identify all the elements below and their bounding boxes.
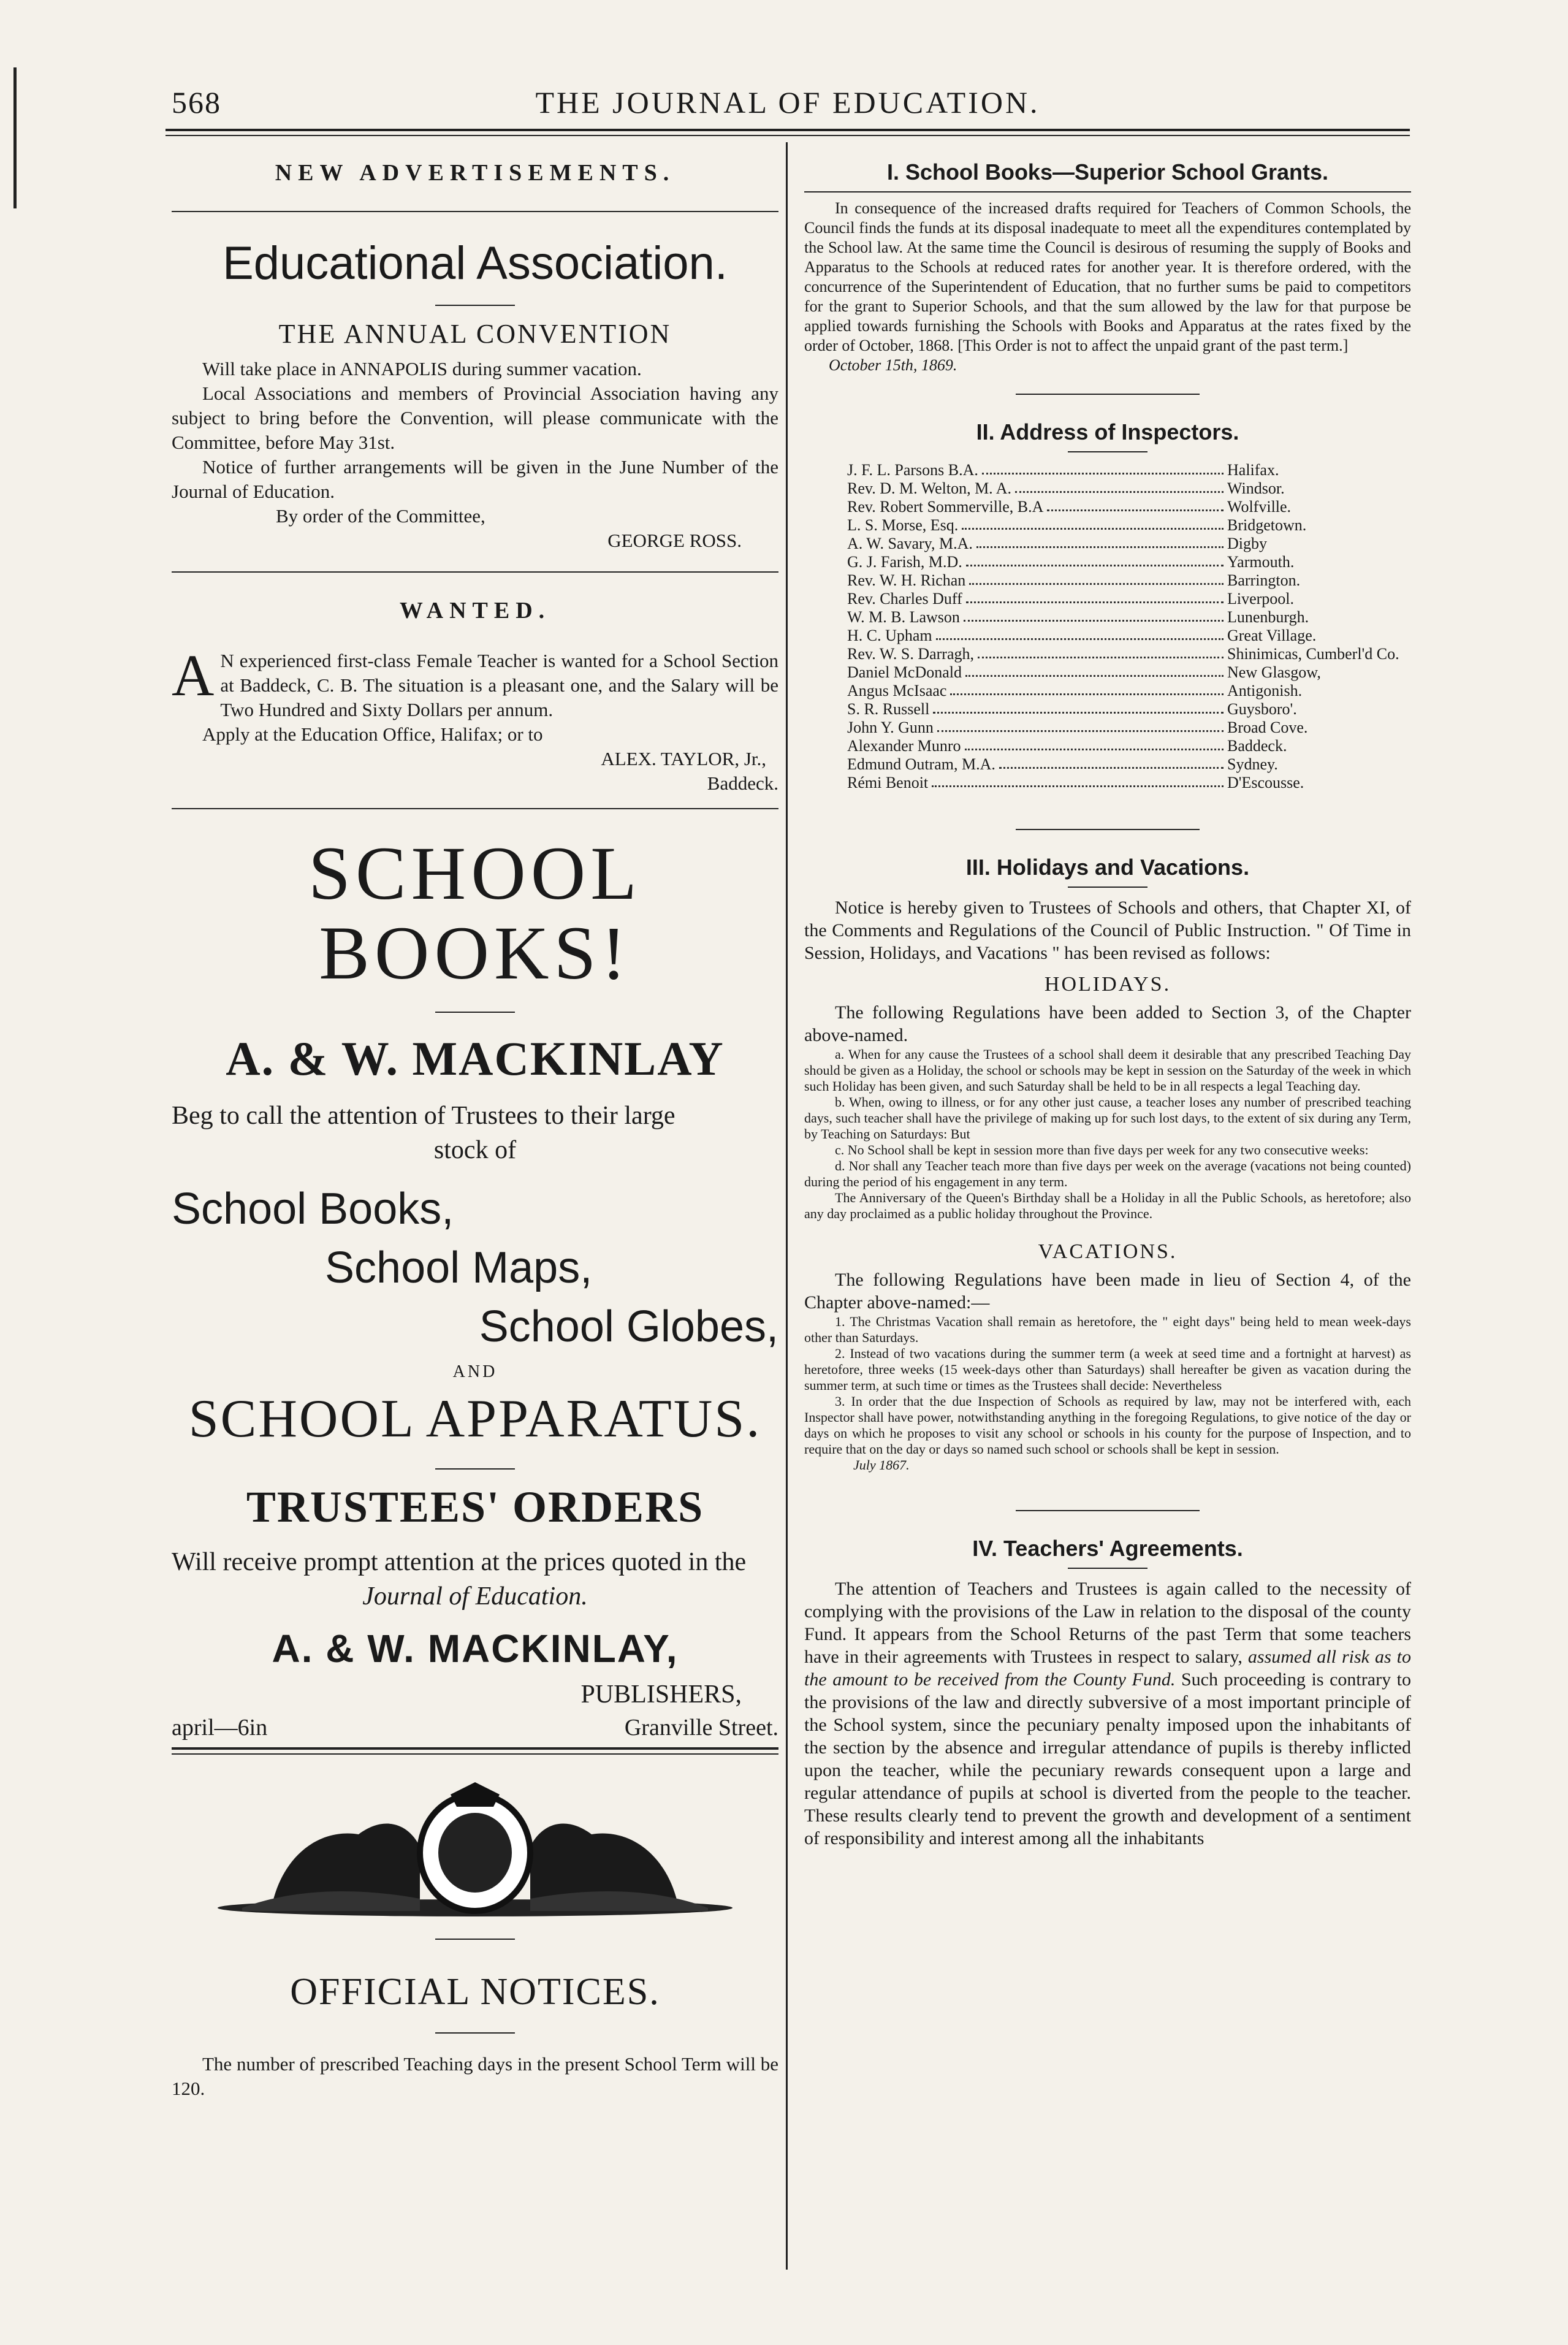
leader-dots bbox=[964, 608, 1224, 622]
inspector-name: Rev. D. M. Welton, M. A. bbox=[847, 479, 1012, 497]
journal-title: THE JOURNAL OF EDUCATION. bbox=[535, 85, 1040, 120]
inspector-place: Halifax. bbox=[1227, 461, 1279, 479]
inspector-place: Barrington. bbox=[1227, 571, 1301, 589]
inspector-place: Lunenburgh. bbox=[1227, 608, 1309, 626]
vacations-1: 1. The Christmas Vacation shall remain as heretofore, the " eight days" being held to mean week-days other than Saturdays. bbox=[804, 1314, 1411, 1345]
vacations-intro: The following Regulations have been made in lieu of Section 4, of the Chapter above-named:— bbox=[804, 1270, 1411, 1313]
holidays-b: b. When, owing to illness, or for any other just cause, a teacher loses any number of prescribed teaching days, such teacher shall have the privilege of making up for such lost days, to the extent of six during any Term, by Teaching on Saturdays: But bbox=[804, 1094, 1411, 1142]
vacations-3: 3. In order that the due Inspection of Schools as required by law, may not be interfered with, each Inspector shall have power, notwithstanding anything in the foregoing Regulations, to give notice of the day or days on which he proposes to visit any school or schools in his county for the purpose of Inspection, and to require that on the day or days so named such school or schools shall be kept in session. bbox=[804, 1394, 1411, 1457]
firm-name-bold: A. & W. MACKINLAY, bbox=[272, 1626, 679, 1671]
inspector-place: Antigonish. bbox=[1227, 682, 1303, 700]
inspector-row bbox=[804, 571, 1411, 590]
leader-dots bbox=[965, 737, 1224, 750]
s1-text: In consequence of the increased drafts required for Teachers of Common Schools, the Council finds the funds at its disposal inadequate to meet all the expenditures contemplated by the School law. At the same time the Council is desirous of resuming the supply of Books and Apparatus to the Schools at reduced rates for another year. It is therefore ordered, with the concurrence of the Superintendent of Education, that no further sums be paid to competitors for the grant to Superior Schools, and that the sum allowed by the law for that purpose be applied towards furnishing the Schools with Books and Apparatus at the rates fixed by the order of October, 1868. [This Order is not to affect the unpaid grant of the past term.] bbox=[804, 199, 1411, 354]
holidays-a: a. When for any cause the Trustees of a school shall deem it desirable that any prescribed Teaching Day should be given as a Holiday, the school or schools may be kept in session on the Saturday of the week in which such Holiday has been given, and such Saturday shall be held to be in all respects a legal Teaching day. bbox=[804, 1047, 1411, 1094]
divider bbox=[435, 2032, 515, 2034]
divider bbox=[1016, 1510, 1200, 1511]
divider bbox=[172, 1747, 778, 1755]
inspector-place: Yarmouth. bbox=[1227, 553, 1295, 571]
inspector-place: Bridgetown. bbox=[1227, 516, 1307, 534]
right-column bbox=[804, 147, 1411, 1850]
leader-dots bbox=[1047, 498, 1224, 511]
inspector-row bbox=[804, 553, 1411, 571]
inspector-place: New Glasgow, bbox=[1227, 663, 1321, 681]
holidays-e: The Anniversary of the Queen's Birthday shall be a Holiday in all the Public Schools, as heretofore; also any day proclaimed as a public holiday throughout the Province. bbox=[804, 1190, 1411, 1221]
inspector-name: John Y. Gunn bbox=[847, 719, 934, 736]
leader-dots bbox=[976, 535, 1224, 548]
inspector-row bbox=[804, 700, 1411, 719]
leader-dots bbox=[962, 516, 1224, 530]
vacations-heading: VACATIONS. bbox=[1038, 1240, 1178, 1263]
inspector-row bbox=[804, 645, 1411, 663]
divider bbox=[172, 808, 778, 809]
divider bbox=[435, 305, 515, 306]
date-note: april—6in bbox=[172, 1715, 268, 1741]
s4-title: IV. Teachers' Agreements. bbox=[972, 1536, 1243, 1561]
prompt-text: Will receive prompt attention at the prices quoted in the bbox=[172, 1548, 747, 1576]
inspector-name: Rémi Benoit bbox=[847, 774, 929, 791]
inspector-place: Broad Cove. bbox=[1227, 719, 1308, 736]
inspector-name: Alexander Munro bbox=[847, 737, 961, 755]
publishers: PUBLISHERS, bbox=[580, 1680, 742, 1709]
inspector-name: W. M. B. Lawson bbox=[847, 608, 960, 626]
page-header bbox=[166, 74, 1410, 129]
s1-date: October 15th, 1869. bbox=[829, 356, 957, 374]
divider bbox=[435, 1012, 515, 1013]
inspector-place: Wolfville. bbox=[1227, 498, 1292, 516]
inspector-row bbox=[804, 663, 1411, 682]
firm-name: A. & W. MACKINLAY bbox=[226, 1032, 725, 1085]
convention-subtitle: THE ANNUAL CONVENTION bbox=[278, 319, 672, 349]
header-rule bbox=[166, 129, 1410, 136]
inspector-row bbox=[804, 516, 1411, 535]
convention-p2: Local Associations and members of Provincial Association having any subject to bring before the Convention, will please communicate with the Committee, before May 31st. bbox=[172, 383, 778, 453]
school-books-headline: SCHOOL BOOKS! bbox=[308, 831, 642, 995]
divider bbox=[172, 571, 778, 573]
inspector-name: H. C. Upham bbox=[847, 627, 932, 644]
holidays-d: d. Nor shall any Teacher teach more than five days per week on the average (vacations not being counted) during the period of his engagement in any term. bbox=[804, 1158, 1411, 1189]
by-order: By order of the Committee, bbox=[276, 505, 485, 527]
official-text: The number of prescribed Teaching days in the present School Term will be 120. bbox=[172, 2053, 778, 2099]
divider bbox=[1068, 1568, 1147, 1569]
inspector-row bbox=[804, 627, 1411, 645]
divider bbox=[804, 191, 1411, 193]
convention-p3: Notice of further arrangements will be given in the June Number of the Journal of Education. bbox=[172, 456, 778, 502]
inspector-place: Shinimicas, Cumberl'd Co. bbox=[1227, 645, 1399, 663]
association-title: Educational Association. bbox=[223, 237, 728, 289]
inspector-name: Daniel McDonald bbox=[847, 663, 962, 681]
signer-place: Baddeck. bbox=[707, 772, 778, 794]
inspector-row bbox=[804, 737, 1411, 755]
convention-p1: Will take place in ANNAPOLIS during summer vacation. bbox=[202, 358, 642, 379]
leader-dots bbox=[936, 627, 1224, 640]
inspector-place: D'Escousse. bbox=[1227, 774, 1304, 791]
divider bbox=[1016, 829, 1200, 830]
divider bbox=[1016, 394, 1200, 395]
royal-arms-emblem bbox=[199, 1779, 751, 1920]
inspector-row bbox=[804, 755, 1411, 774]
divider bbox=[435, 1939, 515, 1940]
beg-line1: Beg to call the attention of Trustees to their large bbox=[172, 1102, 676, 1130]
leader-dots bbox=[965, 663, 1224, 677]
inspector-row bbox=[804, 461, 1411, 479]
inspector-place: Windsor. bbox=[1227, 479, 1285, 497]
wanted-p1: N experienced first-class Female Teacher is wanted for a School Section at Baddeck, C. B. The situation is a pleasant one, and the Salary will be Two Hundred and Sixty Dollars per annum. bbox=[220, 650, 778, 720]
leader-dots bbox=[1015, 479, 1224, 493]
inspector-place: Baddeck. bbox=[1227, 737, 1287, 755]
divider bbox=[1068, 887, 1147, 888]
dropcap: A bbox=[172, 642, 215, 708]
vacations-date: July 1867. bbox=[853, 1457, 910, 1473]
inspector-row bbox=[804, 682, 1411, 700]
inspector-place: Sydney. bbox=[1227, 755, 1278, 773]
inspector-place: Great Village. bbox=[1227, 627, 1317, 644]
inspector-place: Digby bbox=[1227, 535, 1267, 552]
inspector-place: Liverpool. bbox=[1227, 590, 1295, 608]
column-divider bbox=[786, 142, 788, 2270]
trustees-orders: TRUSTEES' ORDERS bbox=[246, 1482, 704, 1531]
holidays-c: c. No School shall be kept in session more than five days per week for any two consecutive weeks: bbox=[835, 1142, 1369, 1157]
inspector-name: Edmund Outram, M.A. bbox=[847, 755, 995, 773]
signer-taylor: ALEX. TAYLOR, Jr., bbox=[601, 748, 766, 769]
leader-dots bbox=[932, 774, 1224, 787]
holidays-intro: The following Regulations have been added to Section 3, of the Chapter above-named. bbox=[804, 1002, 1411, 1045]
inspector-row bbox=[804, 535, 1411, 553]
page-number: 568 bbox=[172, 85, 221, 120]
inspector-row bbox=[804, 498, 1411, 516]
leader-dots bbox=[937, 719, 1224, 732]
street: Granville Street. bbox=[624, 1715, 778, 1741]
school-apparatus: SCHOOL APPARATUS. bbox=[188, 1389, 762, 1449]
inspector-name: Rev. W. H. Richan bbox=[847, 571, 966, 589]
and-word: AND bbox=[452, 1362, 498, 1381]
inspector-name: A. W. Savary, M.A. bbox=[847, 535, 973, 552]
inspector-name: Rev. Robert Sommerville, B.A bbox=[847, 498, 1044, 516]
leader-dots bbox=[966, 553, 1224, 566]
divider bbox=[172, 211, 778, 212]
inspector-name: Rev. Charles Duff bbox=[847, 590, 962, 608]
journal-reference: Journal of Education. bbox=[362, 1582, 588, 1611]
divider bbox=[1068, 451, 1147, 452]
margin-mark bbox=[13, 67, 17, 208]
inspector-row bbox=[804, 608, 1411, 627]
s3-intro: Notice is hereby given to Trustees of Schools and others, that Chapter XI, of the Comments and Regulations of the Council of Public Instruction. " Of Time in Session, Holidays, and Vacations " has been revised as follows: bbox=[804, 898, 1411, 963]
inspector-list bbox=[804, 461, 1411, 792]
inspector-row bbox=[804, 719, 1411, 737]
leader-dots bbox=[969, 571, 1224, 585]
inspector-name: L. S. Morse, Esq. bbox=[847, 516, 959, 534]
inspector-name: Rev. W. S. Darragh, bbox=[847, 645, 975, 663]
item-school-globes: School Globes, bbox=[479, 1302, 778, 1351]
leader-dots bbox=[978, 645, 1224, 658]
signer-ross: GEORGE ROSS. bbox=[607, 530, 742, 551]
holidays-heading: HOLIDAYS. bbox=[1044, 973, 1171, 996]
inspector-name: Angus McIsaac bbox=[847, 682, 947, 700]
wanted-title: WANTED. bbox=[399, 598, 551, 623]
leader-dots bbox=[982, 461, 1224, 475]
leader-dots bbox=[966, 590, 1224, 603]
inspector-place: Guysboro'. bbox=[1227, 700, 1297, 718]
inspector-row bbox=[804, 479, 1411, 498]
left-column bbox=[172, 147, 778, 2101]
s3-title: III. Holidays and Vacations. bbox=[965, 855, 1250, 880]
s4-text bbox=[804, 1577, 1411, 1850]
divider bbox=[435, 1468, 515, 1470]
official-notices-title: OFFICIAL NOTICES. bbox=[290, 1971, 660, 2013]
s4-text-italic: assumed all risk as to the amount to be received from the County Fund. bbox=[804, 1647, 1412, 1690]
leader-dots bbox=[950, 682, 1224, 695]
s1-title: I. School Books—Superior School Grants. bbox=[886, 159, 1329, 185]
inspector-name: G. J. Farish, M.D. bbox=[847, 553, 962, 571]
s2-title: II. Address of Inspectors. bbox=[976, 419, 1239, 444]
beg-line2: stock of bbox=[433, 1136, 517, 1164]
s4-text-b: Such proceeding is contrary to the provisions of the law and directly subversive of a most important principle of the School system, since the pecuniary penalty imposed upon the inhabitants of the section by the absence and irregular attendance of pupils is thereby inflicted upon the teacher, while the pecuniary rewards consequent upon a large and regular attendance of pupils at school is diverted from the people to the teacher. These results clearly tend to prevent the growth and development of a sentiment of responsibility and interest among all the inhabitants bbox=[804, 1669, 1412, 1848]
inspector-row bbox=[804, 590, 1411, 608]
item-school-maps: School Maps, bbox=[325, 1243, 593, 1292]
wanted-p2: Apply at the Education Office, Halifax; or to bbox=[202, 723, 543, 745]
leader-dots bbox=[933, 700, 1224, 714]
leader-dots bbox=[999, 755, 1224, 769]
inspector-row bbox=[804, 774, 1411, 792]
section-title: NEW ADVERTISEMENTS. bbox=[275, 160, 676, 186]
inspector-name: S. R. Russell bbox=[847, 700, 930, 718]
vacations-2: 2. Instead of two vacations during the summer term (a week at seed time and a fortnight at harvest) as heretofore, three weeks (15 week-days other than Saturdays) shall hereafter be given as vacation during the summer term, at such time or times as the Trustees shall decide: Nevertheless bbox=[804, 1346, 1411, 1393]
item-school-books: School Books, bbox=[172, 1184, 454, 1234]
inspector-name: J. F. L. Parsons B.A. bbox=[847, 461, 978, 479]
s4-text-a: The attention of Teachers and Trustees is again called to the necessity of complying with the provisions of the Law in relation to the disposal of the county Fund. It appears from the School Returns of the past Term that some teachers have in their agreements with Trustees in respect to salary, bbox=[804, 1579, 1411, 1667]
